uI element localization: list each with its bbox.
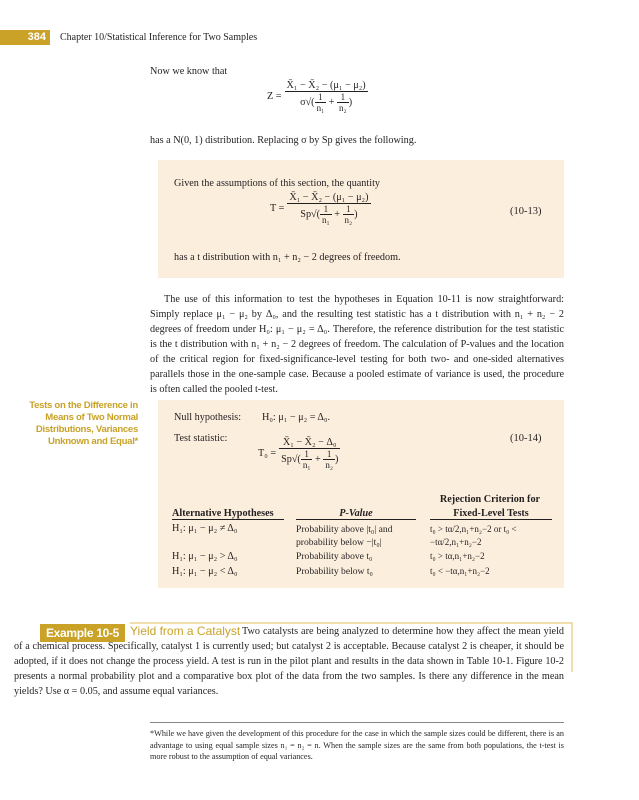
inv-n1 (301, 449, 313, 470)
t-denominator: Sp√( $\frac{1}{\text{n₁}}$ + $\frac{1}{\text{n₂}}$ ) (300, 204, 358, 225)
z-denominator: σ√( $\frac{1}{\text{n₁}}$ + $\frac{1}{\text{n₂}}$ ) (300, 92, 353, 113)
row3-alt: H₁: μ₁ − μ₂ < Δ₀ (172, 566, 238, 577)
page-number: 384 (0, 30, 50, 45)
t-numerator: X̄₁ − X̄₂ − (μ₁ − μ₂) (289, 192, 369, 203)
intro-lead: Now we know that (150, 66, 228, 77)
side-note: Tests on the Difference in Means of Two Normal Distributions, Variances Unknown and Equal* (29, 400, 138, 447)
inv-n2 (337, 92, 349, 113)
sp-symbol: Sp (300, 208, 312, 220)
row1-rej: t₀ > tα/2,n₁+n₂−2 or t₀ < −tα/2,n₁+n₂−2 (430, 524, 517, 547)
intro-after: has a N(0, 1) distribution. Replacing σ by Sp gives the following. (150, 135, 417, 146)
one: 1 (323, 449, 335, 460)
n2: n₂ (325, 460, 333, 470)
plus: + (328, 96, 335, 108)
row1-p: Probability above |t₀| and probability below −|t₀| (296, 524, 393, 548)
one: 1 (301, 449, 313, 460)
null-label: Null hypothesis: (174, 412, 242, 423)
one: 1 (343, 204, 355, 215)
stat-label: Test statistic: (174, 433, 228, 444)
inv-n2 (343, 204, 355, 225)
eq-number-10-14: (10-14) (510, 433, 542, 444)
row3-p: Probability below t₀ (296, 566, 373, 577)
z-lhs: Z = (267, 91, 282, 102)
null-value: H₀: μ₁ − μ₂ = Δ₀. (262, 412, 331, 423)
n1: n₁ (322, 215, 330, 225)
body-paragraph: The use of this information to test the hypotheses in Equation 10-11 is now straightforward: Simply replace μ₁ − μ₂ by Δ₀, and the resulting test statistic has a t distribution with n₁ + n₂ − 2 degrees of freedom under H₀: μ₁ − μ₂ = Δ₀. Therefore, the reference distribution for the test statistic is the t distribution with n₁ + n₂ − 2 degrees of freedom. The calculation of P-values and the location of the critical region for fixed-significance-level testing for both two- and one-sided alternatives parallels those in the one-sample case. Because a pooled estimate of variance is used, the procedure is often called the pooled t-test. (150, 294, 564, 395)
z-numerator: X̄₁ − X̄₂ − (μ₁ − μ₂) (286, 80, 366, 91)
example-badge: Example 10-5 (40, 624, 125, 642)
chapter-title: Chapter 10/Statistical Inference for Two Samples (60, 32, 258, 43)
row1-alt: H₁: μ₁ − μ₂ ≠ Δ₀ (172, 523, 238, 534)
n2: n₂ (339, 103, 347, 113)
z-equation (267, 80, 368, 113)
footnote-rule (150, 722, 564, 723)
row2-rej: t₀ > tα,n₁+n₂−2 (430, 551, 485, 561)
inv-n1 (315, 92, 327, 113)
n2: n₂ (344, 215, 353, 225)
sp-symbol: Sp (281, 453, 292, 465)
plus: + (334, 208, 340, 220)
t0-lhs: T₀ = (258, 448, 277, 459)
example-title: Yield from a Catalyst (130, 624, 241, 638)
n1: n₁ (302, 460, 311, 470)
box1-intro: Given the assumptions of this section, the quantity (174, 178, 380, 189)
inv-n2 (323, 449, 335, 470)
footnote: *While we have given the development of this procedure for the case in which the sample sizes could be different, there is an advantage to using equal sample sizes n₁ = n₂ = n. When the sample sizes are the same from both populations, the t-test is more robust to the assumption of equal variances. (150, 729, 564, 761)
z-fraction (285, 80, 368, 113)
t0-denominator: Sp√( $\frac{1}{\text{n₁}}$ + $\frac{1}{\text{n₂}}$ ) (281, 449, 339, 470)
col-rej-header-2: Fixed-Level Tests (430, 508, 552, 520)
col-alt-header: Alternative Hypotheses (172, 508, 284, 520)
row2-p: Probability above t₀ (296, 551, 373, 562)
one: 1 (315, 92, 327, 103)
t-fraction (287, 192, 370, 225)
inv-n1 (320, 204, 332, 225)
sigma-symbol: σ (300, 96, 306, 108)
one: 1 (337, 92, 349, 103)
t0-numerator: X̄₁ − X̄₂ − Δ₀ (279, 437, 340, 449)
t0-fraction (279, 437, 340, 470)
t-lhs: T = (270, 203, 285, 214)
eq-number-10-13: (10-13) (510, 206, 542, 217)
row3-rej: t₀ < −tα,n₁+n₂−2 (430, 566, 490, 576)
t-equation (270, 192, 371, 225)
col-rej-header-1: Rejection Criterion for (439, 494, 541, 505)
box1-after: has a t distribution with n₁ + n₂ − 2 degrees of freedom. (174, 252, 401, 263)
plus: + (315, 453, 321, 465)
t0-equation (258, 437, 340, 470)
example-text: Two catalysts are being analyzed to determine how they affect the mean yield of a chemical process. Specifically, catalyst 1 is currently used; but catalyst 2 is acceptable. Because catalyst 2 is cheaper, it should be adopted, if it does not change the process yield. A test is run in the pilot plant and results in the data shown in Table 10-1. Figure 10-2 presents a normal probability plot and a comparative box plot of the data from the two samples. Is there any difference in the mean yields? Use α = 0.05, and assume equal variances. (14, 626, 564, 697)
n1: n₁ (316, 103, 325, 113)
col-p-header: P-Value (296, 508, 416, 520)
one: 1 (320, 204, 332, 215)
row2-alt: H₁: μ₁ − μ₂ > Δ₀ (172, 551, 238, 562)
